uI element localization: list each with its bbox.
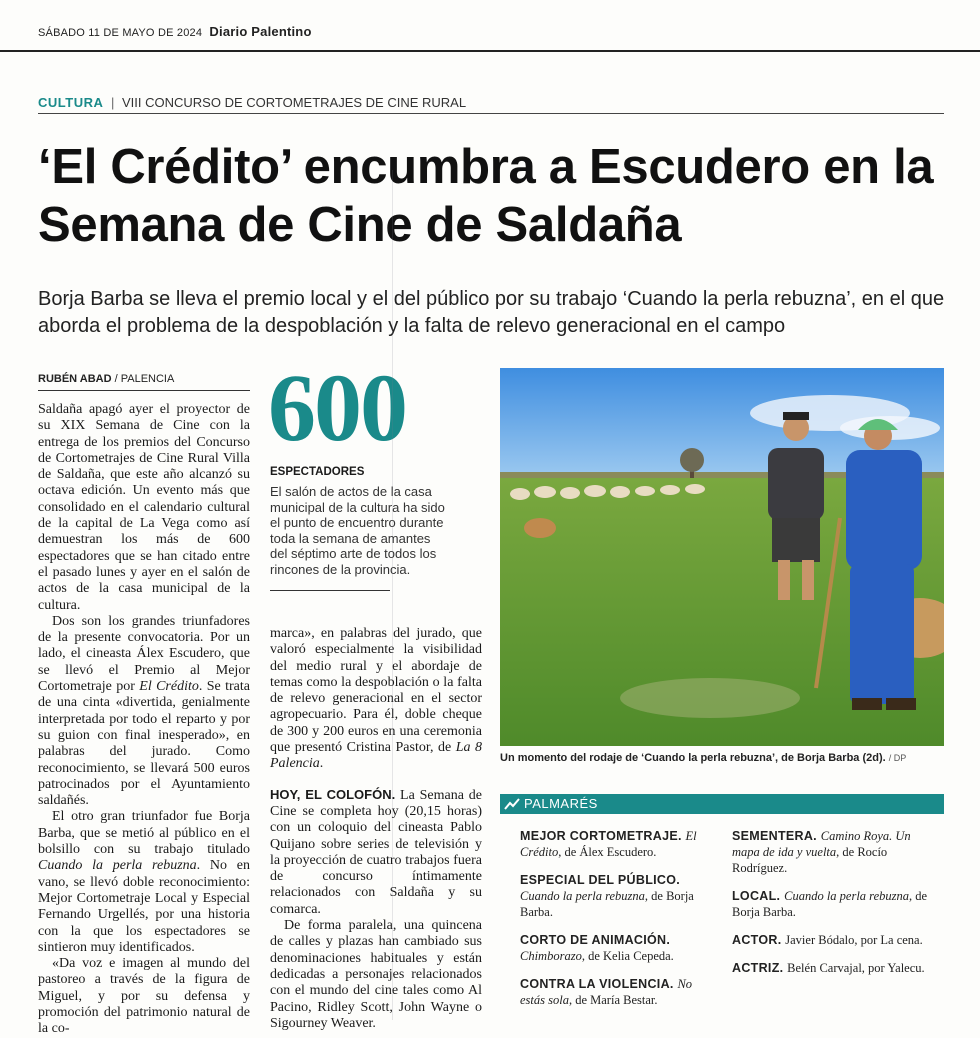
award-detail: , de Kelia Cepeda.: [581, 949, 674, 963]
palmares-list-left: [520, 828, 720, 1020]
award-detail: Javier Bódalo, por La cena.: [785, 933, 923, 947]
highlight-label: ESPECTADORES: [270, 466, 365, 478]
paragraph: Dos son los grandes triunfadores de la presente convocatoria. Por un lado, el cineasta Álex Escudero, que se llevó el Premio al Mejor Cortometraje por El Crédito. Se trata de una cinta «divertida, genialmente interpretada por todo el reparto y por su guion con final inesperado», en palabras del jurado. Como reconocimiento, se llevará 500 euros patrocinados por el Ayuntamiento saldañés.: [38, 613, 250, 809]
award-detail: , de Borja Barba.: [520, 889, 694, 919]
award-name: LOCAL.: [732, 889, 785, 903]
palmares-list-right: [732, 828, 932, 988]
award-name: CONTRA LA VIOLENCIA.: [520, 977, 678, 991]
section-label: [38, 95, 466, 110]
subheadline: Borja Barba se lleva el premio local y el del público por su trabajo ‘Cuando la perla rebuzna’, en el que aborda el problema de la despoblación y la falta de relevo generacional en el campo: [38, 288, 945, 337]
paragraph: De forma paralela, una quincena de calles y plazas han cambiado sus denominaciones habituales y están dedicadas a personajes relacionados con el mundo del cine tales como Al Pacino, Ridley Scott, John Wayne o Sigourney Weaver.: [270, 918, 482, 1031]
photo-caption: Un momento del rodaje de ‘Cuando la perla rebuzna’, de Borja Barba (2d). / DP: [500, 752, 907, 764]
award-entry: [732, 932, 932, 948]
article-photo[interactable]: [500, 368, 944, 746]
award-entry: [732, 960, 932, 976]
byline-rule: [38, 390, 250, 391]
award-work: No estás sola: [520, 977, 693, 1007]
award-work: Camino Roya. Un mapa de ida y vuelta: [732, 829, 911, 859]
paragraph: Saldaña apagó ayer el proyector de su XIX Semana de Cine con la entrega de los premios del Concurso de Cortometrajes de Cine Rural Villa de Saldaña, que este año alcanzó su octava edición. Un evento más que consolidado en el calendario cultural de la capital de La Vega como así demuestran los más de 600 espectadores que se han citado entre el pasado lunes y ayer en el salón de actos de la casa municipal de la cultura.: [38, 402, 250, 613]
watermark: [378, 170, 408, 1020]
paragraph: «Da voz e imagen al mundo del pastoreo a través de la figura de Miguel, y por su defensa y promoción del patrimonio natural de la co-: [38, 956, 250, 1037]
author: RUBÉN ABAD: [38, 373, 112, 385]
award-name: ESPECIAL DEL PÚBLICO.: [520, 873, 681, 887]
section-rule: [38, 113, 944, 114]
photo-credit: / DP: [888, 753, 907, 763]
award-name: ACTRIZ.: [732, 961, 788, 975]
photo-illustration: [500, 368, 944, 746]
award-detail: , de María Bestar.: [568, 993, 658, 1007]
palmares-header: PALMARÉS: [500, 794, 944, 814]
paragraph: HOY, EL COLOFÓN. La Semana de Cine se completa hoy (20,15 horas) con un coloquio del cineasta Pablo Quijano sobre series de televisión y la proyección de cuatro trabajos fuera de concurso íntimamente relacionados con Saldaña y su comarca.: [270, 786, 482, 917]
article-column-2: [270, 626, 482, 1032]
section-category[interactable]: CULTURA: [38, 95, 104, 110]
award-work: El Crédito: [520, 829, 697, 859]
highlight-number: 600: [268, 354, 406, 461]
award-entry: [732, 888, 932, 920]
section-topic: VIII CONCURSO DE CORTOMETRAJES DE CINE RURAL: [122, 95, 467, 110]
article-column-1: [38, 402, 250, 1038]
byline: RUBÉN ABAD / PALENCIA: [38, 373, 175, 385]
award-detail: , de Borja Barba.: [732, 889, 928, 919]
award-entry: [520, 828, 720, 860]
header-rule: [0, 50, 980, 52]
award-entry: [520, 932, 720, 964]
award-detail: , de Álex Escudero.: [558, 845, 657, 859]
award-work: Chimborazo: [520, 949, 582, 963]
newspaper-name: Diario Palentino: [209, 24, 312, 39]
subsection-lead: HOY, EL COLOFÓN.: [270, 786, 396, 802]
award-work: Cuando la perla rebuzna: [784, 889, 909, 903]
award-detail: , de Rocío Rodríguez.: [732, 845, 888, 875]
trend-icon: [504, 797, 520, 811]
location: PALENCIA: [120, 373, 175, 385]
highlight-rule: [270, 590, 390, 591]
section-separator: |: [110, 95, 115, 110]
page-header: [38, 24, 312, 39]
award-name: CORTO DE ANIMACIÓN.: [520, 933, 671, 947]
highlight-text: El salón de actos de la casa municipal de la cultura ha sido el punto de encuentro durante toda la semana de amantes del séptimo arte de todos los rincones de la provincia.: [270, 484, 445, 577]
award-entry: [520, 872, 720, 920]
award-name: MEJOR CORTOMETRAJE.: [520, 829, 686, 843]
header-date: SÁBADO 11 DE MAYO DE 2024: [38, 27, 203, 39]
award-work: Cuando la perla rebuzna: [520, 889, 645, 903]
award-detail: Belén Carvajal, por Yalecu.: [787, 961, 925, 975]
headline: ‘El Crédito’ encumbra a Escudero en la Semana de Cine de Saldaña: [38, 140, 934, 252]
paragraph: El otro gran triunfador fue Borja Barba, que se metió al público en el bolsillo con su trabajo titulado Cuando la perla rebuzna. No en vano, se llevó doble reconocimiento: Mejor Cortometraje Local y Especial Fernando Urgellés, por una historia con la que los espectadores se sintieron muy identificados.: [38, 809, 250, 955]
award-entry: [732, 828, 932, 876]
award-name: ACTOR.: [732, 933, 786, 947]
award-name: SEMENTERA.: [732, 829, 821, 843]
paragraph: marca», en palabras del jurado, que valoró especialmente la visibilidad del medio rural y el abordaje de temas como la despoblación o la falta de relevo generacional en el sector agropecuario. Para él, doble cheque de 300 y 200 euros en una ceremonia que presentó Cristina Pastor, de La 8 Palencia.: [270, 626, 482, 772]
award-entry: [520, 976, 720, 1008]
